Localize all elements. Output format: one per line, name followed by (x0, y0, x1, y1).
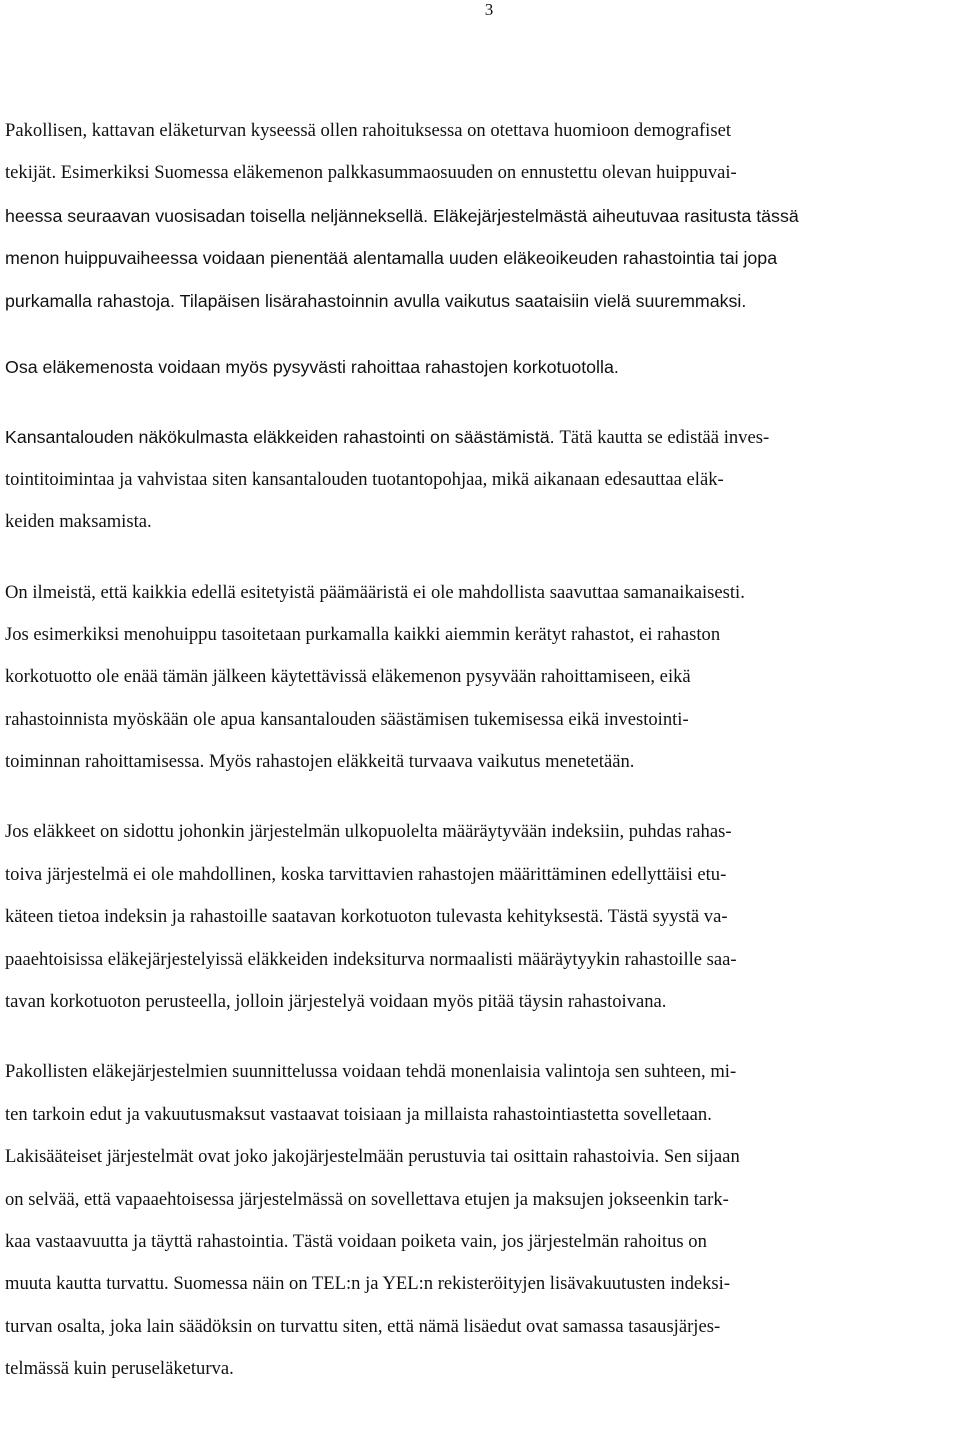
text-segment: Pakollisen, kattavan eläketurvan kyseessä ollen rahoituksessa on otettava huomioon demografiset (5, 120, 731, 141)
text-line (5, 981, 960, 1023)
paragraph (5, 1051, 960, 1390)
text-segment: Pakollisten eläkejärjestelmien suunnittelussa voidaan tehdä monenlaisia valintoja sen suhteen, mi- (5, 1061, 737, 1083)
text-segment: korkotuotto ole enää tämän jälkeen käytettävissä eläkemenon pysyvään rahoittamiseen, eikä (5, 666, 691, 688)
text-line (5, 1094, 960, 1136)
text-segment: purkamalla rahastoja. Tilapäisen lisärahastoinnin avulla vaikutus saataisiin vielä suuremmaksi. (5, 290, 747, 311)
text-line (5, 237, 960, 279)
text-line (5, 1136, 960, 1178)
document-body (5, 110, 960, 1391)
text-line (5, 741, 960, 783)
paragraph-spacer (5, 322, 960, 346)
text-segment: On ilmeistä, että kaikkia edellä esitetyistä päämääristä ei ole mahdollista saavuttaa samanaikaisesti. (5, 581, 745, 603)
text-line (5, 1348, 960, 1390)
text-line (5, 1179, 960, 1221)
text-segment: on selvää, että vapaaehtoisessa järjestelmässä on sovellettava etujen ja maksujen jokseenkin tark- (5, 1188, 729, 1210)
text-segment: kaa vastaavuutta ja täyttä rahastointia. Tästä voidaan poiketa vain, jos järjestelmän rahoitus on (5, 1230, 707, 1252)
text-line (5, 459, 960, 501)
text-line (5, 656, 960, 698)
text-line (5, 614, 960, 656)
text-line (5, 416, 960, 458)
text-segment: toiva järjestelmä ei ole mahdollinen, koska tarvittavien rahastojen määrittäminen edellyttäisi etu- (5, 863, 727, 885)
text-line (5, 1221, 960, 1263)
paragraph-spacer (5, 544, 960, 572)
text-segment: heessa seuraavan vuosisadan toisella neljänneksellä. (5, 205, 434, 226)
text-line (5, 854, 960, 896)
text-line (5, 811, 960, 853)
text-line (5, 280, 960, 322)
text-segment: ten tarkoin edut ja vakuutusmaksut vastaavat toisiaan ja millaista rahastointiastetta sovelletaan. (5, 1103, 712, 1125)
text-line (5, 110, 960, 152)
text-segment: keiden maksamista. (5, 511, 152, 533)
text-segment: turvan osalta, joka lain säädöksin on turvattu siten, että nämä lisäedut ovat samassa tasausjärjes- (5, 1315, 721, 1337)
text-segment: Lakisääteiset järjestelmät ovat joko jakojärjestelmään perustuvia tai osittain rahastoivia. Sen sijaan (5, 1146, 740, 1168)
text-line (5, 572, 960, 614)
text-segment: Tätä kautta se edistää inves- (559, 427, 770, 449)
text-segment: Eläkejärjestelmästä aiheutuvaa rasitusta tässä (433, 205, 799, 226)
text-segment: Jos eläkkeet on sidottu johonkin järjestelmän ulkopuolelta määräytyvään indeksiin, puhdas rahas- (5, 821, 732, 843)
text-segment: Osa eläkemenosta voidaan myös pysyvästi rahoittaa rahastojen korkotuotolla. (5, 356, 619, 377)
text-line (5, 1263, 960, 1305)
text-segment: tavan korkotuoton perusteella, jolloin järjestelyä voidaan myös pitää täysin rahastoivana. (5, 991, 667, 1013)
text-line (5, 896, 960, 938)
paragraph (5, 811, 960, 1023)
text-segment: Kansantalouden näkökulmasta eläkkeiden rahastointi on säästämistä. (5, 427, 560, 448)
text-segment: tointitoimintaa ja vahvistaa siten kansantalouden tuotantopohjaa, mikä aikanaan edesauttaa eläk- (5, 468, 724, 490)
paragraph-spacer (5, 388, 960, 416)
text-segment: menon huippuvaiheessa voidaan pienentää alentamalla uuden eläkeoikeuden rahastointia tai jopa (5, 248, 778, 269)
text-segment: telmässä kuin peruseläketurva. (5, 1358, 234, 1380)
paragraph (5, 110, 960, 322)
text-line (5, 346, 960, 388)
paragraph (5, 572, 960, 784)
text-segment: muuta kautta turvattu. Suomessa näin on TEL:n ja YEL:n rekisteröityjen lisävakuutusten indeksi- (5, 1273, 731, 1295)
text-segment: tekijät. Esimerkiksi Suomessa eläkemenon palkkasummaosuuden on ennustettu olevan huippuvai- (5, 162, 737, 184)
text-segment: toiminnan rahoittamisessa. Myös rahastojen eläkkeitä turvaava vaikutus menetetään. (5, 751, 635, 773)
text-line (5, 195, 960, 237)
text-line (5, 1306, 960, 1348)
paragraph (5, 416, 960, 543)
text-segment: rahastoinnista myöskään ole apua kansantalouden säästämisen tukemisessa eikä investointi- (5, 708, 689, 730)
text-segment: Jos esimerkiksi menohuippu tasoitetaan purkamalla kaikki aiemmin kerätyt rahastot, ei rahaston (5, 623, 721, 645)
text-segment: paaehtoisissa eläkejärjestelyissä eläkkeiden indeksiturva normaalisti määräytyykin rahastoille saa- (5, 948, 737, 970)
text-segment: käteen tietoa indeksin ja rahastoille saatavan korkotuoton tulevasta kehityksestä. Tästä syystä va- (5, 906, 728, 928)
text-line (5, 1051, 960, 1093)
text-line (5, 152, 960, 194)
text-line (5, 699, 960, 741)
text-line (5, 939, 960, 981)
paragraph (5, 346, 960, 388)
text-line (5, 501, 960, 543)
page-number: 3 (484, 0, 494, 19)
paragraph-spacer (5, 783, 960, 811)
paragraph-spacer (5, 1023, 960, 1051)
